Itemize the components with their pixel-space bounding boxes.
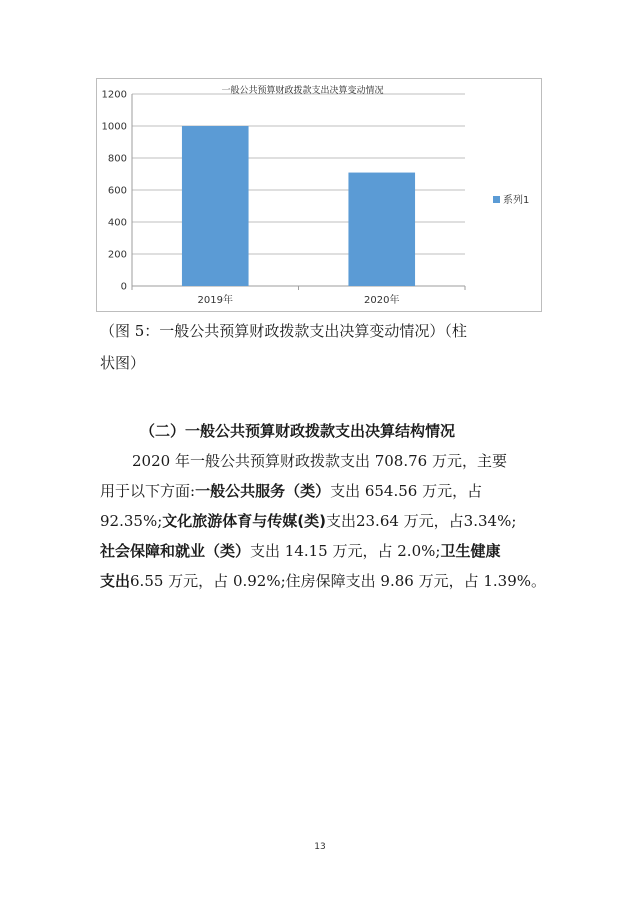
bold-category: 卫生健康 [440, 542, 501, 560]
figure-caption-line2: 状图） [100, 354, 146, 372]
bar [348, 173, 415, 286]
paragraph-line-4 [100, 536, 560, 566]
paragraph-line-5 [100, 566, 560, 596]
page-number: 13 [314, 842, 326, 852]
chart-canvas [97, 79, 541, 311]
legend-swatch [493, 196, 500, 203]
y-tick-label: 200 [107, 249, 127, 261]
y-tick-label: 600 [107, 185, 127, 197]
bar [182, 126, 249, 286]
x-tick-label: 2019年 [197, 295, 233, 306]
text-segment: 支出 14.15 万元，占 2.0%; [250, 542, 441, 560]
y-tick-label: 400 [107, 217, 127, 229]
x-tick-label: 2020年 [364, 295, 400, 306]
bold-category: 社会保障和就业（类） [100, 542, 251, 560]
text-segment: 支出 654.56 万元，占 [330, 482, 483, 500]
legend-label: 系列1 [503, 195, 530, 206]
y-tick-label: 1000 [101, 121, 127, 133]
paragraph-line-3 [100, 506, 560, 536]
chart-title: 一般公共预算财政拨款支出决算变动情况 [221, 86, 384, 96]
paragraph-line-1: 2020 年一般公共预算财政拨款支出 708.76 万元，主要 [132, 452, 507, 470]
text-segment: 用于以下方面: [100, 482, 196, 500]
bold-category: 文化旅游体育与传媒(类) [162, 512, 326, 530]
y-tick-label: 1200 [101, 89, 127, 101]
text-segment: 92.35%; [100, 512, 163, 530]
y-tick-label: 800 [107, 153, 127, 165]
text-segment: 6.55 万元，占 0.92%;住房保障支出 9.86 万元，占 1.39%。 [130, 572, 547, 590]
y-tick-label: 0 [120, 281, 127, 293]
bold-category: 支出 [100, 572, 131, 590]
text-segment: 支出23.64 万元，占3.34%; [325, 512, 517, 530]
bold-category: 一般公共服务（类） [195, 482, 331, 500]
section-heading: （二）一般公共预算财政拨款支出决算结构情况 [140, 422, 456, 440]
paragraph-line-2 [100, 476, 560, 506]
figure-caption-line1: （图 5：一般公共预算财政拨款支出决算变动情况）（柱 [100, 322, 467, 340]
bar-chart [96, 78, 542, 312]
